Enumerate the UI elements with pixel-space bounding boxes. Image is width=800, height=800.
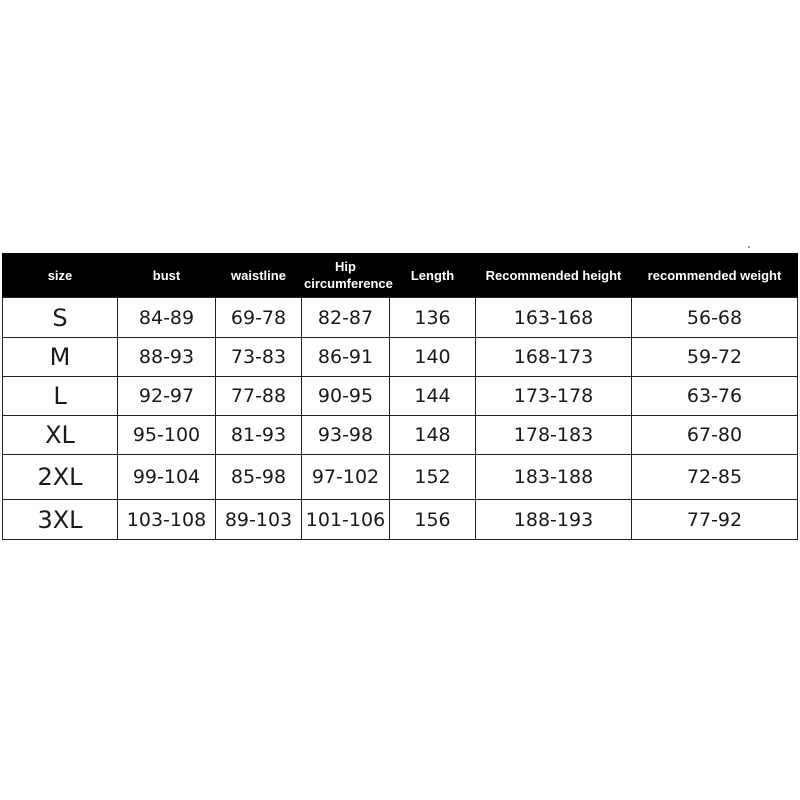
size-cell: XL [3,416,118,455]
stray-dot [748,246,750,248]
table-row [3,455,798,500]
header-bust: bust [118,253,216,298]
hip-cell: 86-91 [302,338,390,377]
weight-cell: 77-92 [632,500,798,540]
weight-cell: 63-76 [632,377,798,416]
length-cell: 136 [390,298,476,338]
waistline-cell: 85-98 [216,455,302,500]
weight-cell: 59-72 [632,338,798,377]
size-cell: 2XL [3,455,118,500]
table-row [3,416,798,455]
bust-cell: 84-89 [118,298,216,338]
height-cell: 178-183 [476,416,632,455]
hip-cell: 90-95 [302,377,390,416]
weight-cell: 56-68 [632,298,798,338]
size-cell: M [3,338,118,377]
header-row [3,253,798,298]
waistline-cell: 73-83 [216,338,302,377]
hip-cell: 97-102 [302,455,390,500]
waistline-cell: 89-103 [216,500,302,540]
length-cell: 144 [390,377,476,416]
height-cell: 168-173 [476,338,632,377]
waistline-cell: 77-88 [216,377,302,416]
table-row [3,298,798,338]
height-cell: 188-193 [476,500,632,540]
height-cell: 183-188 [476,455,632,500]
length-cell: 152 [390,455,476,500]
header-waistline: waistline [216,253,302,298]
bust-cell: 103-108 [118,500,216,540]
size-cell: L [3,377,118,416]
waistline-cell: 81-93 [216,416,302,455]
header-size: size [3,253,118,298]
bust-cell: 95-100 [118,416,216,455]
size-cell: S [3,298,118,338]
length-cell: 156 [390,500,476,540]
weight-cell: 72-85 [632,455,798,500]
hip-cell: 101-106 [302,500,390,540]
bust-cell: 92-97 [118,377,216,416]
height-cell: 163-168 [476,298,632,338]
header-hip-circumference: Hip circumference [302,253,390,298]
bust-cell: 99-104 [118,455,216,500]
table-row [3,377,798,416]
header-recommended-height: Recommended height [476,253,632,298]
hip-cell: 82-87 [302,298,390,338]
length-cell: 140 [390,338,476,377]
size-chart-table [2,253,798,540]
table-row [3,500,798,540]
size-cell: 3XL [3,500,118,540]
header-recommended-weight: recommended weight [632,253,798,298]
hip-cell: 93-98 [302,416,390,455]
weight-cell: 67-80 [632,416,798,455]
table-row [3,338,798,377]
length-cell: 148 [390,416,476,455]
header-length: Length [390,253,476,298]
height-cell: 173-178 [476,377,632,416]
bust-cell: 88-93 [118,338,216,377]
waistline-cell: 69-78 [216,298,302,338]
